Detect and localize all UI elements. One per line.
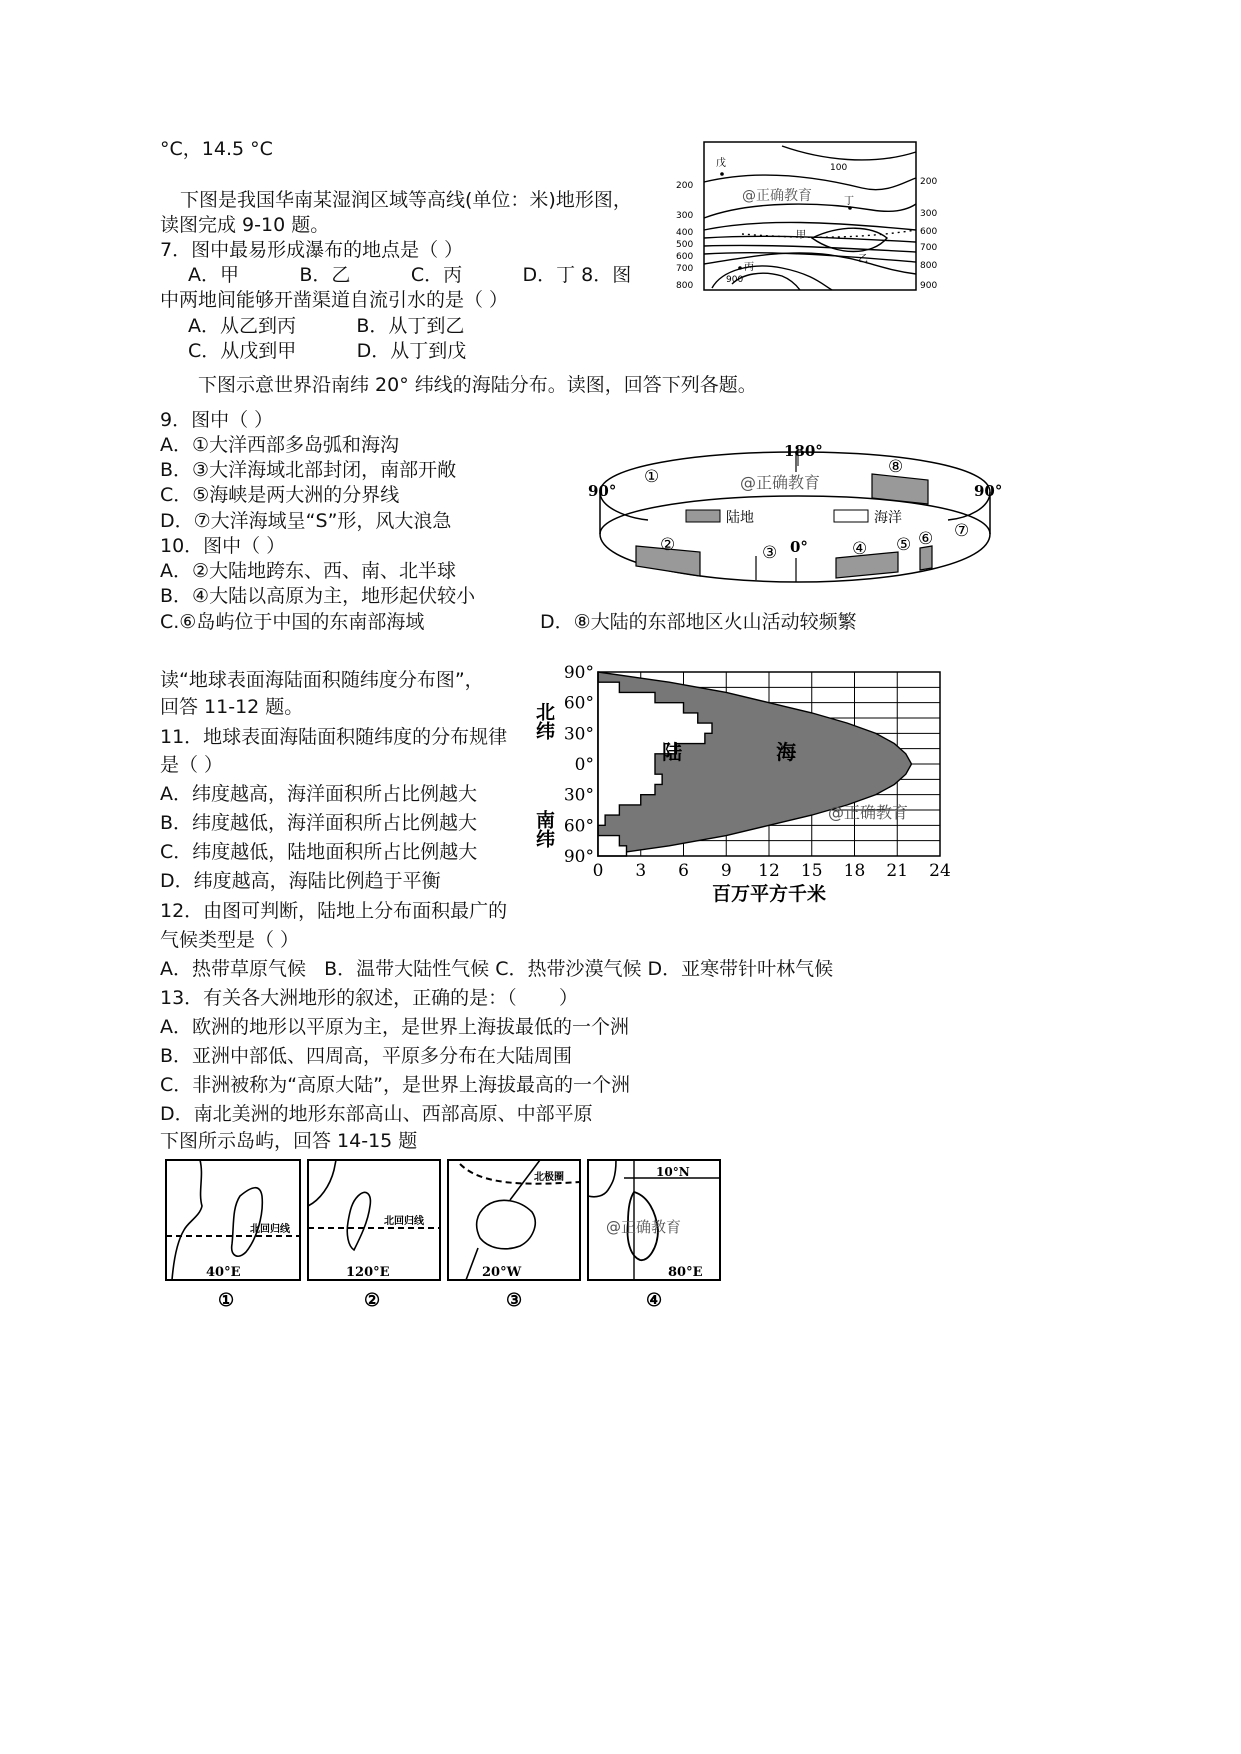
chart-x-tick: 21 xyxy=(886,861,909,881)
longitude-label: 80°E xyxy=(668,1265,703,1280)
chart-x-axis-label: 百万平方千米 xyxy=(711,883,827,905)
chart-y-tick: 90° xyxy=(563,847,594,867)
contour-label: 100 xyxy=(830,163,848,173)
islands-figure xyxy=(160,1156,734,1316)
ring-label: 90° xyxy=(974,482,1003,500)
place-label: 丁 xyxy=(844,196,854,207)
text-line: 气候类型是（ ） xyxy=(160,929,300,951)
option: B．④大陆以高原为主，地形起伏较小 xyxy=(160,585,476,607)
map-number: ③ xyxy=(506,1290,523,1311)
option: C.⑥岛屿位于中国的东南部海域 xyxy=(160,611,425,633)
chart-side-label-north: 北纬 xyxy=(533,702,555,740)
text-line: °C，14.5 °C xyxy=(160,138,273,160)
legend-land: 陆地 xyxy=(726,510,754,526)
option: B．③大洋海域北部封闭，南部开敞 xyxy=(160,459,457,481)
contour-label: 800 xyxy=(920,261,938,271)
land-sea-area-chart xyxy=(533,660,960,910)
arctic-label: 北极圈 xyxy=(534,1172,564,1183)
contour-label: 900 xyxy=(726,275,744,285)
text-line: 读图完成 9-10 题。 xyxy=(160,214,330,236)
map-number: ① xyxy=(218,1290,235,1311)
option: B．纬度越低，海洋面积所占比例越大 xyxy=(160,812,478,834)
tropic-label: 北回归线 xyxy=(250,1224,290,1235)
question-12: 12．由图可判断，陆地上分布面积最广的 xyxy=(160,900,508,922)
ring-marker: ② xyxy=(660,535,676,555)
chart-x-tick: 12 xyxy=(758,861,780,881)
ring-marker: ① xyxy=(644,467,660,487)
option: C．纬度越低，陆地面积所占比例越大 xyxy=(160,841,478,863)
contour-label: 600 xyxy=(676,252,694,262)
ring-marker: ⑦ xyxy=(954,521,970,541)
chart-y-tick: 60° xyxy=(563,816,594,837)
latitude-ring-diagram xyxy=(588,438,1008,594)
chart-y-tick: 30° xyxy=(563,724,594,745)
contour-label: 300 xyxy=(676,211,694,221)
chart-x-tick: 9 xyxy=(720,861,732,881)
legend-sea: 海洋 xyxy=(874,510,902,526)
place-label: 甲 xyxy=(796,230,806,241)
ring-marker: ⑤ xyxy=(896,535,912,555)
chart-y-tick: 30° xyxy=(563,785,594,806)
chart-series-label: 海 xyxy=(776,739,797,764)
contour-label: 700 xyxy=(920,243,938,253)
chart-x-tick: 15 xyxy=(800,861,823,881)
contour-label: 700 xyxy=(676,264,694,274)
watermark: @正确教育 xyxy=(606,1218,682,1236)
longitude-label: 120°E xyxy=(346,1265,390,1280)
place-label: 丙 xyxy=(744,262,754,273)
question-7: 7．图中最易形成瀑布的地点是（ ） xyxy=(160,239,464,261)
text-line: 是（ ） xyxy=(160,754,224,776)
option: A．纬度越高，海洋面积所占比例越大 xyxy=(160,783,477,805)
ring-label: 0° xyxy=(790,538,808,556)
contour-map xyxy=(672,138,954,298)
option: D．⑧大陆的东部地区火山活动较频繁 xyxy=(540,611,857,633)
chart-x-tick: 24 xyxy=(929,861,951,881)
contour-label: 300 xyxy=(920,209,938,219)
intro-islands: 下图所示岛屿，回答 14-15 题 xyxy=(160,1130,418,1152)
option: B．亚洲中部低、四周高，平原多分布在大陆周围 xyxy=(160,1045,573,1067)
contour-label: 400 xyxy=(676,228,694,238)
question-9: 9．图中（ ） xyxy=(160,409,274,431)
question-7-options: A．甲 B．乙 C．丙 D．丁 8．图 xyxy=(188,264,632,286)
question-13: 13．有关各大洲地形的叙述，正确的是：（ ） xyxy=(160,987,578,1009)
option: D．南北美洲的地形东部高山、西部高原、中部平原 xyxy=(160,1103,593,1125)
watermark: @正确教育 xyxy=(742,188,812,204)
map-number: ④ xyxy=(646,1290,663,1311)
contour-label: 900 xyxy=(920,281,938,291)
chart-side-label-south: 南纬 xyxy=(533,810,555,848)
place-label: 戊 xyxy=(716,158,726,169)
question-10: 10．图中（ ） xyxy=(160,535,286,557)
latitude-label: 10°N xyxy=(656,1165,690,1179)
question-8-options: C．从戊到甲 D．从丁到戊 xyxy=(188,340,467,362)
ring-marker: ④ xyxy=(852,539,868,559)
watermark: @正确教育 xyxy=(828,803,909,822)
option: A．欧洲的地形以平原为主，是世界上海拔最低的一个洲 xyxy=(160,1016,629,1038)
option: D．纬度越高，海陆比例趋于平衡 xyxy=(160,870,441,892)
chart-y-tick: 90° xyxy=(563,663,594,683)
ring-label: 180° xyxy=(784,442,823,460)
ring-label: 90° xyxy=(588,482,617,500)
contour-label: 600 xyxy=(920,227,938,237)
text-line: 回答 11-12 题。 xyxy=(160,696,304,718)
option: C．⑤海峡是两大洲的分界线 xyxy=(160,484,400,506)
watermark: @正确教育 xyxy=(740,473,821,492)
option: A．①大洋西部多岛弧和海沟 xyxy=(160,434,400,456)
option: C．非洲被称为“高原大陆”，是世界上海拔最高的一个洲 xyxy=(160,1074,630,1096)
chart-x-tick: 3 xyxy=(635,861,647,881)
option: D．⑦大洋海域呈“S”形，风大浪急 xyxy=(160,510,452,532)
option: A．②大陆地跨东、西、南、北半球 xyxy=(160,560,457,582)
chart-y-tick: 0° xyxy=(574,755,594,775)
contour-label: 800 xyxy=(676,281,694,291)
question-8-options: A．从乙到丙 B．从丁到乙 xyxy=(188,315,465,337)
intro-area: 读“地球表面海陆面积随纬度分布图”， xyxy=(160,669,484,691)
chart-y-tick: 60° xyxy=(563,693,594,714)
place-label: 乙 xyxy=(858,254,868,265)
chart-series-label: 陆 xyxy=(662,739,683,764)
tropic-label: 北回归线 xyxy=(384,1216,424,1227)
chart-x-tick: 18 xyxy=(843,861,866,881)
map-number: ② xyxy=(364,1290,381,1311)
chart-x-tick: 0 xyxy=(592,861,604,881)
longitude-label: 20°W xyxy=(482,1265,522,1280)
question-11: 11．地球表面海陆面积随纬度的分布规律 xyxy=(160,726,508,748)
question-8: 中两地间能够开凿渠道自流引水的是（ ） xyxy=(160,289,509,311)
question-12-options: A．热带草原气候 B．温带大陆性气候 C．热带沙漠气候 D．亚寒带针叶林气候 xyxy=(160,958,834,980)
contour-label: 500 xyxy=(676,240,694,250)
chart-x-tick: 6 xyxy=(678,861,689,881)
ring-marker: ③ xyxy=(762,543,778,563)
ring-marker: ⑥ xyxy=(918,529,934,549)
contour-label: 200 xyxy=(920,177,938,187)
longitude-label: 40°E xyxy=(206,1265,241,1280)
ring-marker: ⑧ xyxy=(888,457,904,477)
contour-label: 200 xyxy=(676,181,694,191)
intro-latitude: 下图示意世界沿南纬 20° 纬线的海陆分布。读图，回答下列各题。 xyxy=(198,374,757,396)
intro-contour: 下图是我国华南某湿润区域等高线(单位：米)地形图， xyxy=(180,189,632,211)
